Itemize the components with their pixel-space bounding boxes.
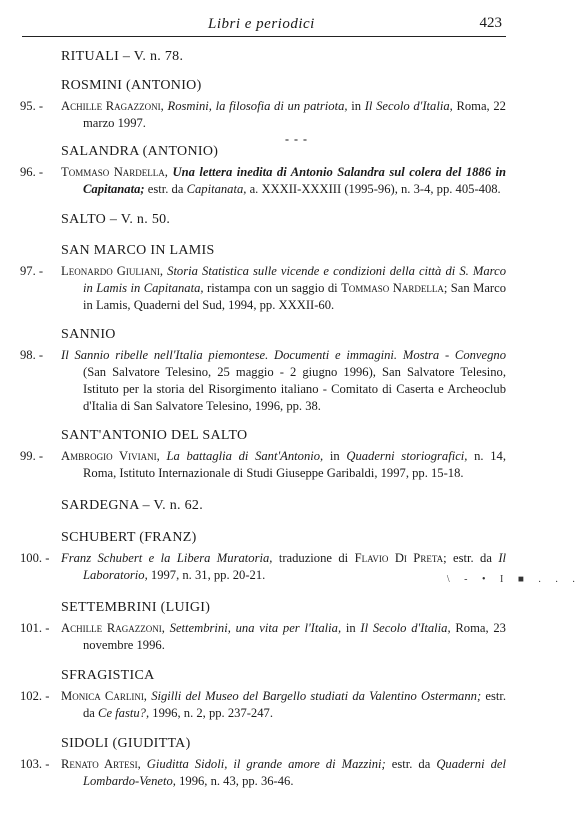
entry-number: 96. - [20, 165, 44, 179]
entry-author: Ambrogio Viviani, [61, 449, 160, 463]
entry-title: Una lettera inedita di Antonio Salandra sul colera del 1886 in Capitanata; [83, 165, 507, 196]
entry-journal: Ce fastu?, [98, 706, 150, 720]
entry-number: 100. - [20, 551, 50, 565]
bibliography-entry [20, 688, 506, 722]
entry-details: a. XXXII-XXXIII (1995-96), n. 3-4, pp. 405-408. [249, 182, 501, 196]
running-title: Libri e periodici [208, 16, 315, 32]
section-heading: SARDEGNA – V. n. 62. [61, 498, 204, 513]
entry-text [61, 164, 506, 198]
entry-translator: Flavio Di Preta; [354, 551, 447, 565]
entry-details: 1997, n. 31, pp. 20-21. [150, 568, 266, 582]
entry-connector: estr. da [147, 182, 184, 196]
entry-details: 1996, n. 2, pp. 237-247. [152, 706, 273, 720]
entry-connector: in [351, 99, 362, 113]
entry-text [61, 347, 506, 415]
entry-author: Renato Artesi, [61, 757, 141, 771]
entry-author: Tommaso Nardella, [61, 165, 168, 179]
entry-number: 99. - [20, 449, 44, 463]
entry-text [61, 620, 506, 654]
entry-connector: estr. da [83, 689, 507, 720]
entry-title: Il Sannio ribelle nell'Italia piemontese. Documenti e immagini. Mostra - Convegno [61, 348, 506, 362]
entry-journal: Il Secolo d'Italia, [364, 99, 453, 113]
entry-journal: Il Secolo d'Italia, [360, 621, 451, 635]
section-heading: SANNIO [61, 327, 116, 342]
entry-text [61, 688, 506, 722]
entry-connector: in [329, 449, 340, 463]
entry-title: La battaglia di Sant'Antonio, [166, 449, 324, 463]
bibliography-entry [20, 263, 506, 314]
entry-journal: Il Laboratorio, [83, 551, 507, 582]
entry-number: 103. - [20, 757, 50, 771]
entry-details: 1996, n. 43, pp. 36-46. [179, 774, 294, 788]
bibliography-entry [20, 164, 506, 198]
section-heading: SFRAGISTICA [61, 668, 155, 683]
section-heading: SETTEMBRINI (LUIGI) [61, 600, 211, 615]
entry-author: Achille Ragazzoni, [61, 621, 165, 635]
bibliography-entry [20, 756, 506, 790]
entry-details: n. 14, Roma, Istituto Internazionale di Studi Giuseppe Garibaldi, 1997, pp. 15-18. [83, 449, 506, 480]
section-heading-text: SALANDRA (ANTONIO) [61, 144, 219, 159]
bibliography-entry [20, 98, 506, 132]
entry-journal: Capitanata, [186, 182, 247, 196]
entry-author: Achille Ragazzoni, [61, 99, 164, 113]
section-heading: RITUALI – V. n. 78. [61, 49, 184, 64]
entry-details: Roma, 23 novembre 1996. [83, 621, 506, 652]
bibliography-entry [20, 620, 506, 654]
page-header [22, 14, 506, 37]
bibliography-entry [20, 448, 506, 482]
entry-number: 98. - [20, 348, 44, 362]
bibliography-entry [20, 550, 581, 585]
entry-number: 97. - [20, 264, 44, 278]
section-heading: SCHUBERT (FRANZ) [61, 530, 197, 545]
page-number: 423 [479, 15, 502, 31]
section-heading: SANT'ANTONIO DEL SALTO [61, 428, 248, 443]
bibliography-entry [20, 347, 506, 415]
entry-journal: Quaderni storiografici, [346, 449, 468, 463]
entry-title: Storia Statistica sulle vicende e condizioni della città di S. Marco in Lamis in Capitanata, [83, 264, 506, 295]
entry-text [61, 550, 581, 585]
separator-mark: - - - [285, 132, 308, 146]
entry-text [61, 448, 506, 482]
bibliography-list [20, 48, 581, 790]
entry-text [61, 756, 506, 790]
section-heading: ROSMINI (ANTONIO) [61, 78, 202, 93]
entry-number: 101. - [20, 621, 50, 635]
entry-text [61, 263, 506, 314]
section-heading: SAN MARCO IN LAMIS [61, 243, 215, 258]
entry-text [61, 98, 506, 132]
entry-connector: estr. da [391, 757, 431, 771]
section-heading: SIDOLI (GIUDITTA) [61, 736, 191, 751]
entry-connector: in [345, 621, 356, 635]
entry-title: Franz Schubert e la Libera Muratoria, [61, 551, 273, 565]
entry-editor: Tommaso Nardella; [341, 281, 448, 295]
entry-author: Leonardo Giuliani, [61, 264, 164, 278]
entry-title: Settembrini, una vita per l'Italia, [169, 621, 342, 635]
entry-connector-2: estr. da [453, 551, 492, 565]
entry-details: Roma, 22 marzo 1997. [83, 99, 506, 130]
entry-connector: traduzione di [278, 551, 349, 565]
section-heading [61, 132, 506, 161]
entry-details: (San Salvatore Telesino, 25 maggio - 2 giugno 1996), San Salvatore Telesino, Istituto per la storia del Risorgimento italiano - Comitato di Caserta e Archeoclub d'Italia di San Salvatore Telesino, 1996, pp. 38. [83, 365, 506, 413]
entry-author: Monica Carlini, [61, 689, 147, 703]
entry-number: 102. - [20, 689, 50, 703]
entry-connector: ristampa con un saggio di [207, 281, 338, 295]
entry-details-wrap [150, 568, 581, 585]
entry-number: 95. - [20, 99, 44, 113]
section-heading: SALTO – V. n. 50. [61, 212, 171, 227]
entry-title: Giuditta Sidoli, il grande amore di Mazzini; [146, 757, 386, 771]
print-specks: \ - • I ■ . . . [446, 574, 581, 585]
entry-title: Rosmini, la filosofia di un patriota, [167, 99, 348, 113]
entry-details: San Marco in Lamis, Quaderni del Sud, 1994, pp. XXXII-60. [83, 281, 506, 312]
entry-journal: Quaderni del Lombardo-Veneto, [83, 757, 507, 788]
entry-title: Sigilli del Museo del Bargello studiati da Valentino Ostermann; [151, 689, 482, 703]
